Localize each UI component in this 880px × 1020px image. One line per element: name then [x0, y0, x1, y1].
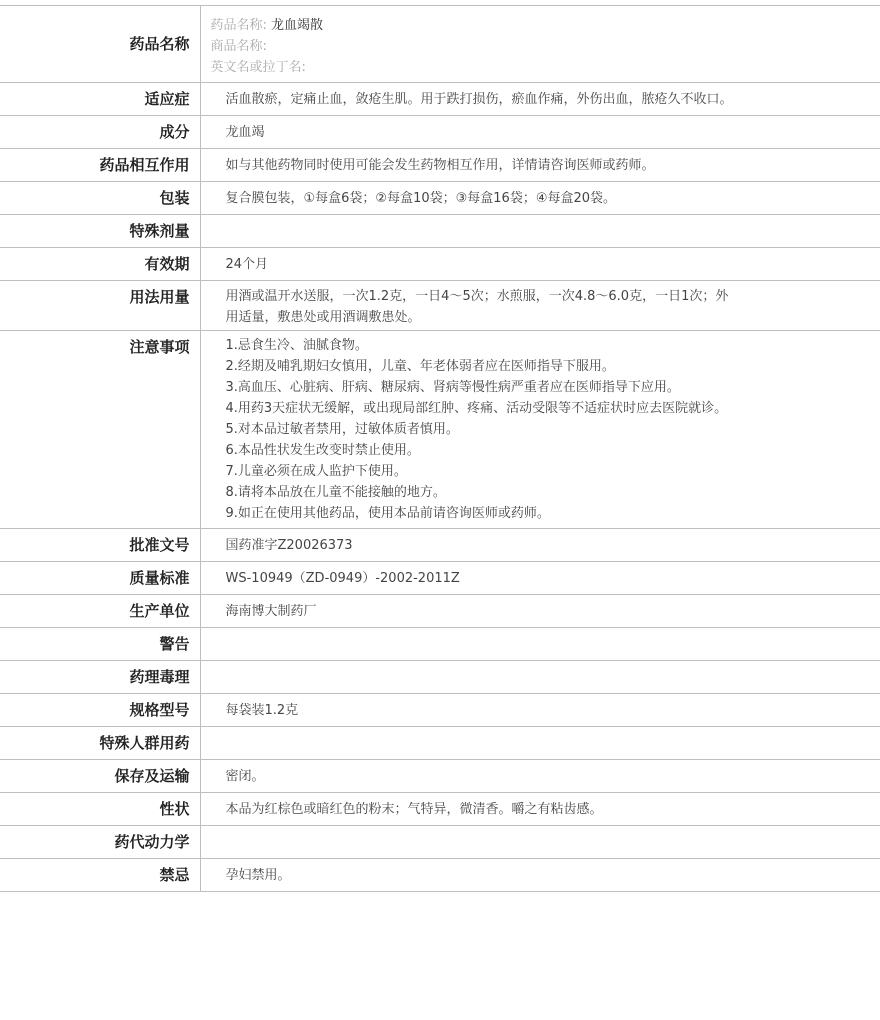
label-toxicology: 药理毒理	[0, 661, 200, 694]
value-quality-standard: WS-10949（ZD-0949）-2002-2011Z	[200, 562, 880, 595]
row-usage	[0, 281, 880, 331]
generic-name-line	[211, 15, 880, 36]
drug-spec-table	[0, 5, 880, 892]
value-interactions: 如与其他药物同时使用可能会发生药物相互作用，详情请咨询医师或药师。	[200, 149, 880, 182]
precaution-item: 1.忌食生冷、油腻食物。	[225, 338, 368, 353]
precaution-item: 6.本品性状发生改变时禁止使用。	[225, 443, 420, 458]
row-description	[0, 793, 880, 826]
drug-name-values	[200, 6, 880, 83]
row-quality-standard	[0, 562, 880, 595]
label-storage: 保存及运输	[0, 760, 200, 793]
label-ingredients: 成分	[0, 116, 200, 149]
label-usage: 用法用量	[0, 281, 200, 331]
label-drug-name: 药品名称	[0, 6, 200, 83]
label-special-dosage: 特殊剂量	[0, 215, 200, 248]
value-special-populations	[200, 727, 880, 760]
row-specification	[0, 694, 880, 727]
row-interactions	[0, 149, 880, 182]
trade-name-line	[211, 36, 880, 57]
value-pharmacokinetics	[200, 826, 880, 859]
label-packaging: 包装	[0, 182, 200, 215]
trade-name-key: 商品名称:	[210, 39, 267, 54]
label-specification: 规格型号	[0, 694, 200, 727]
row-approval-number	[0, 529, 880, 562]
row-storage	[0, 760, 880, 793]
value-manufacturer: 海南博大制药厂	[200, 595, 880, 628]
row-packaging	[0, 182, 880, 215]
row-toxicology	[0, 661, 880, 694]
precaution-item: 8.请将本品放在儿童不能接触的地方。	[225, 485, 446, 500]
value-specification: 每袋装1.2克	[200, 694, 880, 727]
label-contraindications: 禁忌	[0, 859, 200, 892]
value-indications: 活血散瘀，定痛止血，敛疮生肌。用于跌打损伤，瘀血作痛，外伤出血，脓疮久不收口。	[200, 83, 880, 116]
label-manufacturer: 生产单位	[0, 595, 200, 628]
row-warning	[0, 628, 880, 661]
row-contraindications	[0, 859, 880, 892]
label-warning: 警告	[0, 628, 200, 661]
value-shelf-life: 24个月	[200, 248, 880, 281]
generic-name-value: 龙血竭散	[271, 18, 324, 33]
precaution-item: 2.经期及哺乳期妇女慎用，儿童、年老体弱者应在医师指导下服用。	[225, 359, 615, 374]
value-toxicology	[200, 661, 880, 694]
precaution-item: 4.用药3天症状无缓解，或出现局部红肿、疼痛、活动受限等不适症状时应去医院就诊。	[225, 401, 728, 416]
precaution-item: 3.高血压、心脏病、肝病、糖尿病、肾病等慢性病严重者应在医师指导下应用。	[225, 380, 680, 395]
row-shelf-life	[0, 248, 880, 281]
value-precautions	[200, 331, 880, 529]
row-indications	[0, 83, 880, 116]
english-name-line	[211, 57, 880, 78]
row-drug-name	[0, 6, 880, 83]
label-quality-standard: 质量标准	[0, 562, 200, 595]
label-special-populations: 特殊人群用药	[0, 727, 200, 760]
value-packaging: 复合膜包装，①每盒6袋；②每盒10袋；③每盒16袋；④每盒20袋。	[200, 182, 880, 215]
label-interactions: 药品相互作用	[0, 149, 200, 182]
row-special-dosage	[0, 215, 880, 248]
row-pharmacokinetics	[0, 826, 880, 859]
value-ingredients: 龙血竭	[200, 116, 880, 149]
value-description: 本品为红棕色或暗红色的粉末；气特异，微清香。嚼之有粘齿感。	[200, 793, 880, 826]
precaution-item: 5.对本品过敏者禁用，过敏体质者慎用。	[225, 422, 459, 437]
row-manufacturer	[0, 595, 880, 628]
precaution-item: 9.如正在使用其他药品，使用本品前请咨询医师或药师。	[225, 506, 550, 521]
label-approval-number: 批准文号	[0, 529, 200, 562]
precaution-item: 7.儿童必须在成人监护下使用。	[225, 464, 407, 479]
row-ingredients	[0, 116, 880, 149]
value-storage: 密闭。	[200, 760, 880, 793]
label-pharmacokinetics: 药代动力学	[0, 826, 200, 859]
label-shelf-life: 有效期	[0, 248, 200, 281]
value-usage: 用酒或温开水送服，一次1.2克，一日4～5次；水煎服，一次4.8～6.0克，一日1次；外用适量，敷患处或用酒调敷患处。	[200, 281, 880, 331]
english-name-key: 英文名或拉丁名:	[210, 60, 306, 75]
label-description: 性状	[0, 793, 200, 826]
value-warning	[200, 628, 880, 661]
label-precautions: 注意事项	[0, 331, 200, 529]
row-precautions	[0, 331, 880, 529]
value-special-dosage	[200, 215, 880, 248]
row-special-populations	[0, 727, 880, 760]
label-indications: 适应症	[0, 83, 200, 116]
value-approval-number: 国药准字Z20026373	[200, 529, 880, 562]
generic-name-key: 药品名称:	[210, 18, 267, 33]
value-contraindications: 孕妇禁用。	[200, 859, 880, 892]
